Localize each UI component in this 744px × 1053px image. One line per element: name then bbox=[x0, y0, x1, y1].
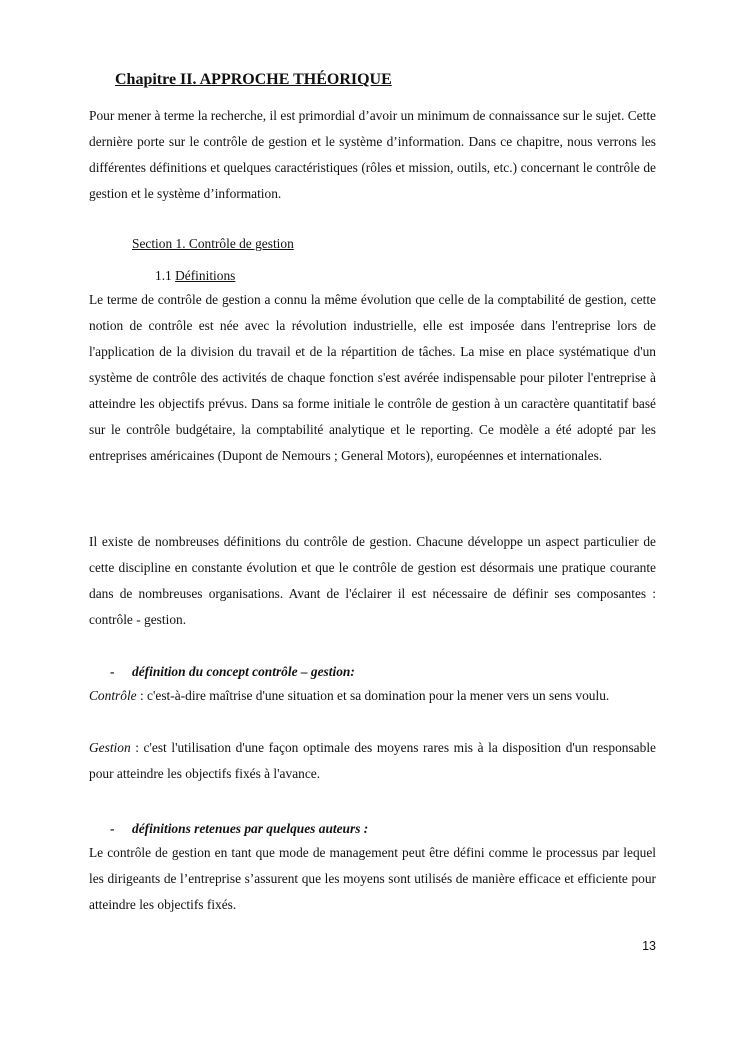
chapter-title: Chapitre II. APPROCHE THÉORIQUE bbox=[115, 71, 392, 88]
bullet-dash: - bbox=[110, 664, 115, 679]
intro-paragraph: Pour mener à terme la recherche, il est primordial d’avoir un minimum de connaissance sur le sujet. Cette dernière porte sur le contrôle de gestion et le système d’information. Dans ce chapitre, nous verrons les différentes définitions et quelques caractéristiques (rôles et mission, outils, etc.) concernant le contrôle de gestion et le système d’information. bbox=[89, 108, 656, 201]
final-paragraph: Le contrôle de gestion en tant que mode de management peut être défini comme le processus par lequel les dirigeants de l’entreprise s’assurent que les moyens sont utilisés de manière efficace et efficiente pour atteindre les objectifs fixés. bbox=[89, 845, 656, 912]
bullet-dash: - bbox=[110, 821, 115, 836]
controle-text: : c'est-à-dire maîtrise d'une situation et sa domination pour la mener vers un sens voulu. bbox=[136, 688, 610, 703]
controle-definition bbox=[89, 683, 656, 709]
subsection-number: 1.1 bbox=[155, 268, 172, 283]
section-title: Section 1. Contrôle de gestion bbox=[132, 236, 294, 251]
bullet-text: définitions retenues par quelques auteurs : bbox=[132, 821, 369, 836]
history-paragraph: Le terme de contrôle de gestion a connu la même évolution que celle de la comptabilité de gestion, cette notion de contrôle est née avec la révolution industrielle, elle est imposée dans l'entreprise lors de l'application de la division du travail et de la répartition de tâches. La mise en place systématique d'un système de contrôle des activités de chaque fonction s'est avérée indispensable pour piloter l'entreprise à atteindre les objectifs prévus. Dans sa forme initiale le contrôle de gestion à un caractère quantitatif basé sur le contrôle budgétaire, la comptabilité analytique et le reporting. Ce modèle a été adopté par les entreprises américaines (Dupont de Nemours ; General Motors), européennes et internationales. bbox=[89, 292, 656, 463]
gestion-term: Gestion bbox=[89, 740, 131, 755]
bullet-item bbox=[110, 820, 368, 838]
definitions-paragraph: Il existe de nombreuses définitions du contrôle de gestion. Chacune développe un aspect particulier de cette discipline en constante évolution et que le contrôle de gestion est désormais une pratique courante dans de nombreuses organisations. Avant de l'éclairer il est nécessaire de définir ses composantes : contrôle - gestion. bbox=[89, 534, 656, 627]
subsection-heading bbox=[155, 267, 235, 285]
gestion-text: : c'est l'utilisation d'une façon optimale des moyens rares mis à la disposition d'un responsable pour atteindre les objectifs fixés à l'avance. bbox=[89, 740, 656, 781]
subsection-title: Définitions bbox=[175, 268, 236, 283]
bullet-text: définition du concept contrôle – gestion: bbox=[132, 664, 355, 679]
bullet-item bbox=[110, 663, 355, 681]
controle-term: Contrôle bbox=[89, 688, 137, 703]
page-number: 13 bbox=[642, 939, 656, 953]
gestion-definition bbox=[89, 735, 656, 787]
